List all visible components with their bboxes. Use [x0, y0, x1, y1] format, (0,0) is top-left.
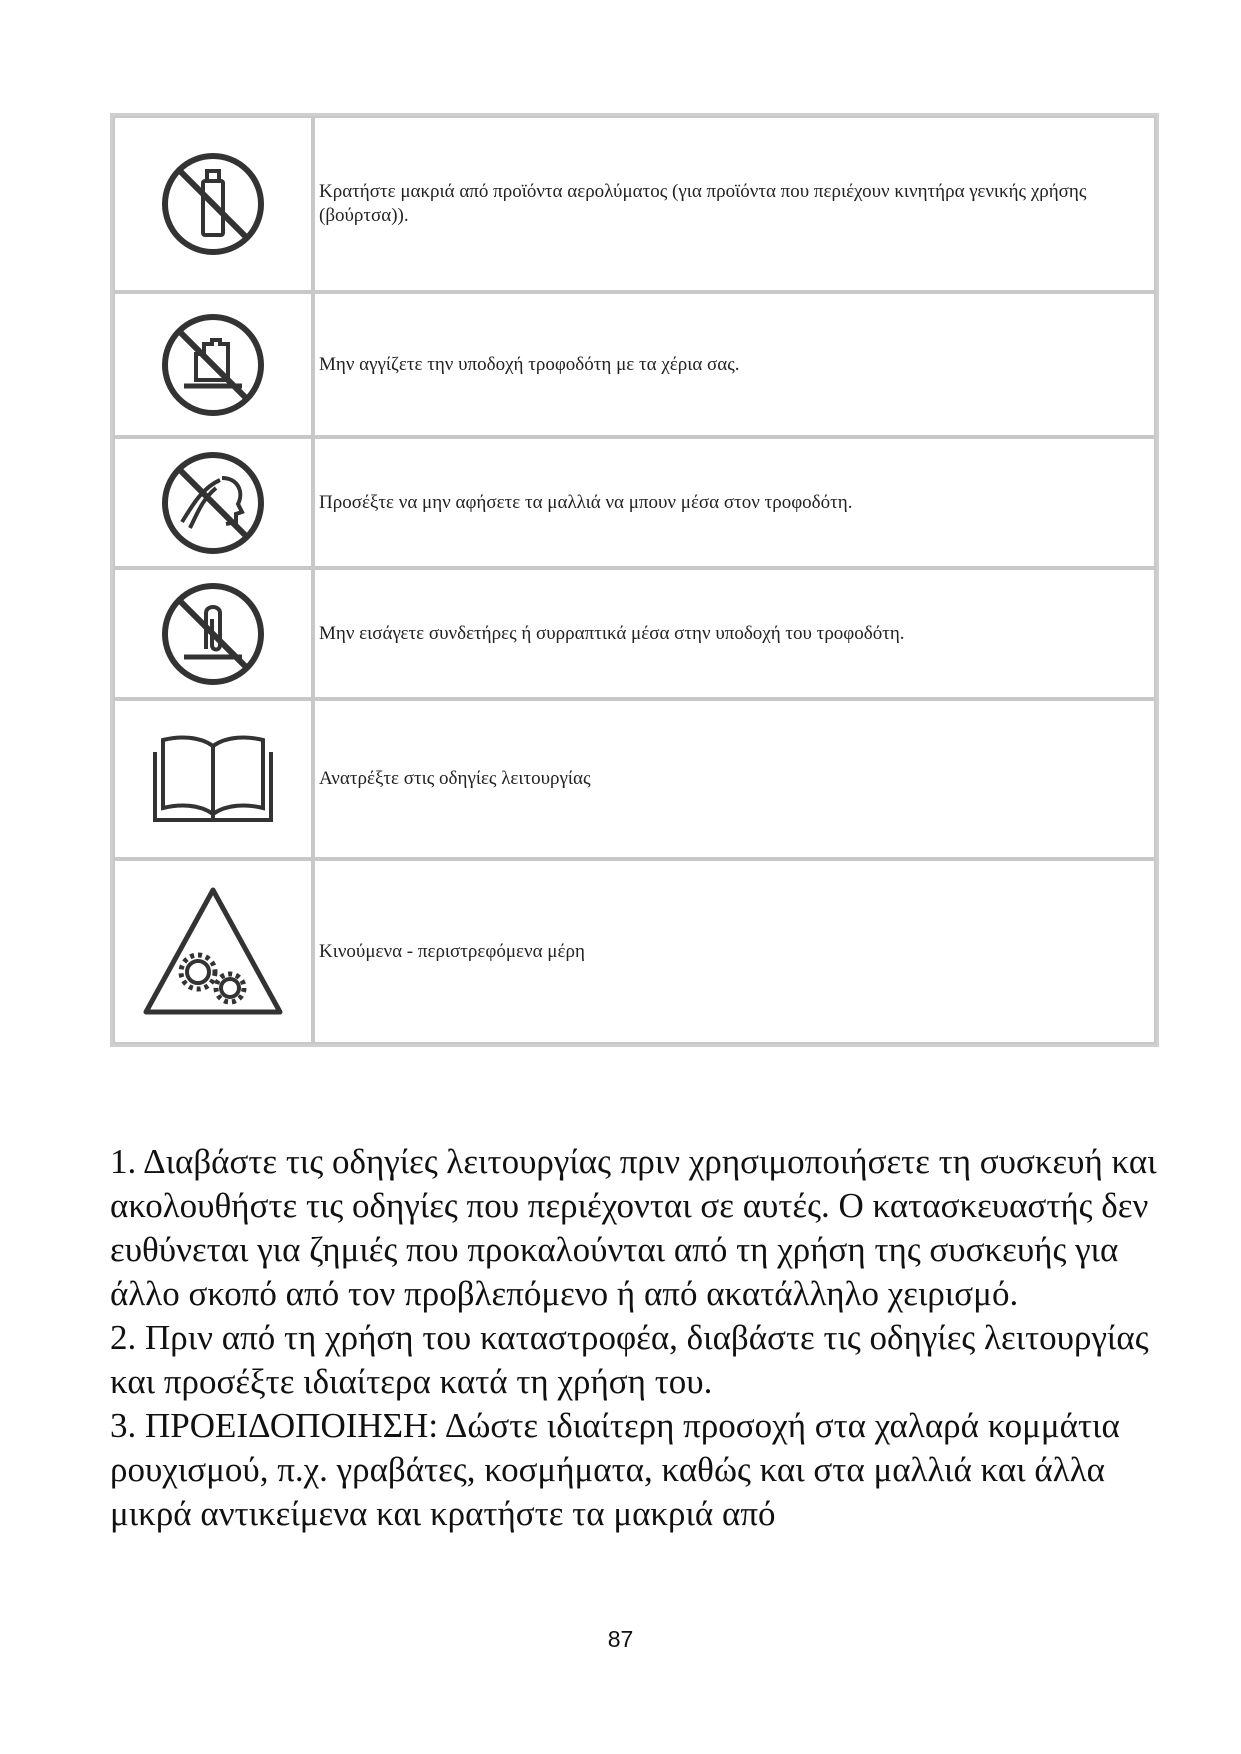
symbol-description: Προσέξτε να μην αφήσετε τα μαλλιά να μπουν μέσα στον τροφοδότη.	[313, 437, 1156, 568]
no-aerosol-icon	[158, 149, 268, 259]
symbol-description: Μην εισάγετε συνδετήρες ή συρραπτικά μέσα στην υποδοχή του τροφοδότη.	[313, 568, 1156, 699]
read-manual-icon	[143, 724, 283, 834]
icon-cell	[113, 568, 313, 699]
symbol-description: Μην αγγίζετε την υποδοχή τροφοδότη με τα χέρια σας.	[313, 292, 1156, 437]
no-paperclip-icon	[158, 579, 268, 689]
no-hand-touch-icon	[158, 310, 268, 420]
table-row	[113, 292, 1156, 437]
table-row	[113, 116, 1156, 292]
table-row	[113, 568, 1156, 699]
table-row	[113, 699, 1156, 859]
icon-cell	[113, 116, 313, 292]
symbol-description: Κινούμενα - περιστρεφόμενα μέρη	[313, 859, 1156, 1044]
moving-parts-warning-icon	[138, 882, 288, 1022]
table-row	[113, 859, 1156, 1044]
table-row	[113, 437, 1156, 568]
instructions-text	[110, 1140, 1170, 1536]
instruction-paragraph: 3. ΠΡΟΕΙΔΟΠΟΙΗΣΗ: Δώστε ιδιαίτερη προσοχή στα χαλαρά κομμάτια ρουχισμού, π.χ. γραβάτες, κοσμήματα, καθώς και στα μαλλιά και άλλα μικρά αντικείμενα και κρατήστε τα μακριά από	[110, 1406, 1120, 1533]
instruction-paragraph: 1. Διαβάστε τις οδηγίες λειτουργίας πριν χρησιμοποιήσετε τη συσκευή και ακολουθήστε τις οδηγίες που περιέχονται σε αυτές. Ο κατασκευαστής δεν ευθύνεται για ζημιές που προκαλούνται από τη χρήση της συσκευής για άλλο σκοπό από τον προβλεπόμενο ή από ακατάλληλο χειρισμό.	[110, 1142, 1157, 1313]
page-number: 87	[607, 1626, 634, 1652]
no-hair-icon	[158, 448, 268, 558]
icon-cell	[113, 699, 313, 859]
instruction-paragraph: 2. Πριν από τη χρήση του καταστροφέα, διαβάστε τις οδηγίες λειτουργίας και προσέξτε ιδιαίτερα κατά τη χρήση του.	[110, 1318, 1149, 1401]
icon-cell	[113, 859, 313, 1044]
safety-symbols-table	[110, 113, 1159, 1047]
icon-cell	[113, 437, 313, 568]
symbol-description: Ανατρέξτε στις οδηγίες λειτουργίας	[313, 699, 1156, 859]
icon-cell	[113, 292, 313, 437]
symbol-description: Κρατήστε μακριά από προϊόντα αερολύματος (για προϊόντα που περιέχουν κινητήρα γενικής χρήσης (βούρτσα)).	[313, 116, 1156, 292]
